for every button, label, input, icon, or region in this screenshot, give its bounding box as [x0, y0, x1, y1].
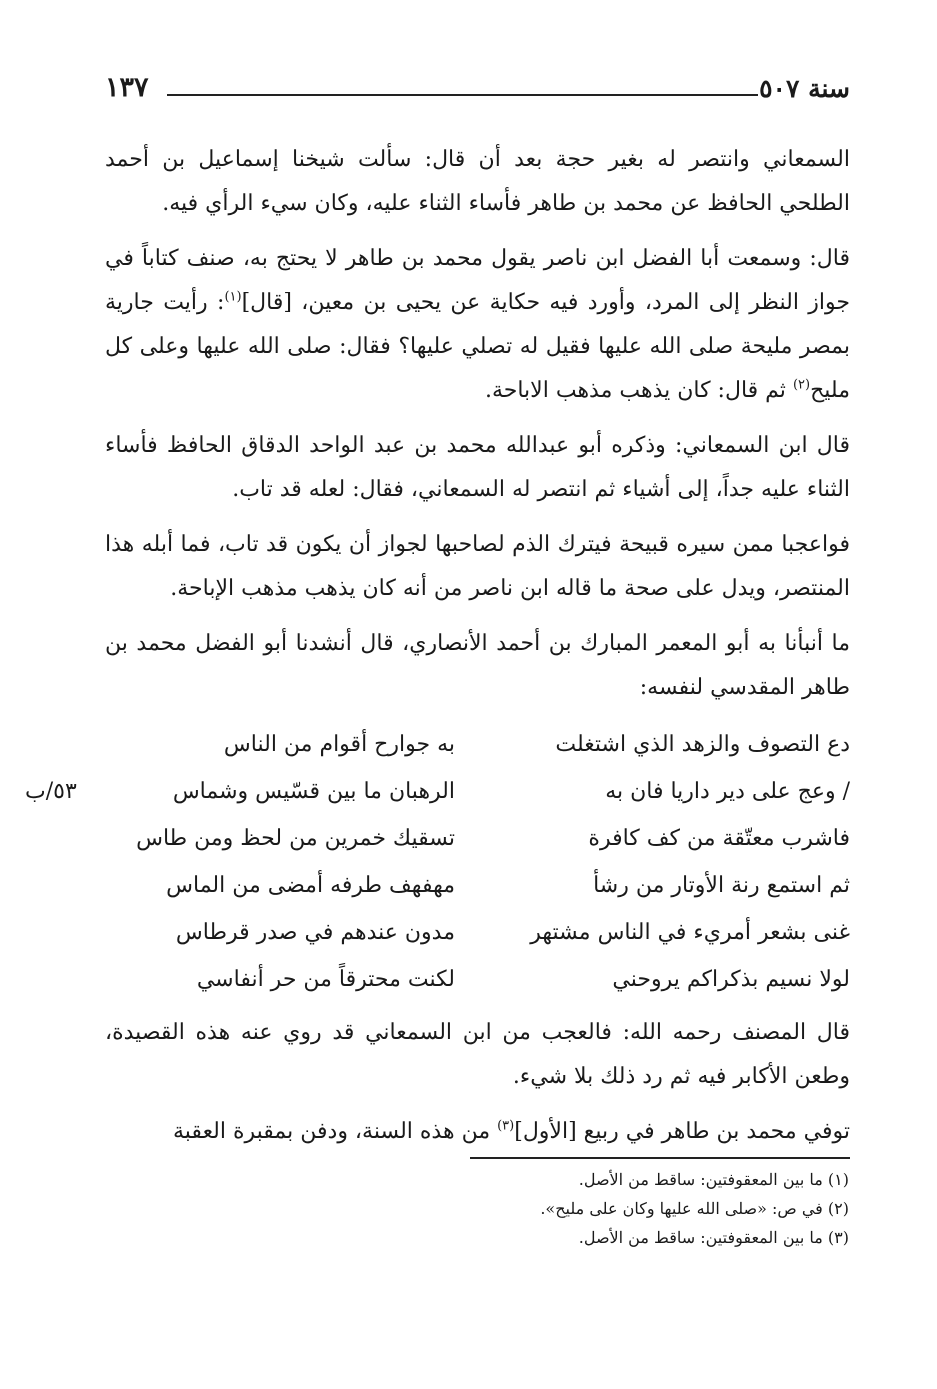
verse-second-hemistich: تسقيك خمرين من لحظ ومن طاس [136, 826, 455, 851]
paragraph: قال ابن السمعاني: وذكره أبو عبدالله محمد بن عبد الواحد الدقاق الحافظ فأساء الثناء عليه جداً، إلى أشياء ثم انتصر له السمعاني، فقال: لعله قد تاب. [105, 433, 850, 502]
verse-second-hemistich: الرهبان ما بين قسّيس وشماس [172, 779, 455, 804]
poem-verse [105, 721, 850, 768]
poem [25, 721, 850, 1003]
paragraph: قال المصنف رحمه الله: فالعجب من ابن السمعاني قد روي عنه هذه القصيدة، وطعن الأكابر فيه ثم رد ذلك بلا شيء. [105, 1020, 850, 1089]
running-head-year: سنة ٥٠٧ [759, 74, 850, 103]
paragraph: قال: وسمعت أبا الفضل ابن ناصر يقول محمد بن طاهر لا يحتج به، صنف كتاباً في جواز النظر إلى المرد، وأورد فيه حكاية عن يحيى بن معين، [قال]$^{(١)}$: رأيت جارية بمصر مليحة صلى الله عليها فقيل له تصلي عليها؟ فقال: صلى الله عليها وعلى كل مليح$^{(٢)}$ ثم قال: كان يذهب مذهب الاباحة. [105, 246, 850, 403]
footnote: (٣) ما بين المعقوفتين: ساقط من الأصل. [578, 1228, 849, 1247]
paragraph: السمعاني وانتصر له بغير حجة بعد أن قال: سألت شيخنا إسماعيل بن أحمد الطلحي الحافظ عن محمد بن طاهر فأساء الثناء عليه، وكان سيء الرأي فيه. [105, 147, 850, 216]
footnotes [104, 1165, 849, 1252]
verse-first-hemistich: فاشرب معتّقة من كف كافرة [588, 826, 850, 851]
paragraph: ما أنبأنا به أبو المعمر المبارك بن أحمد الأنصاري، قال أنشدنا أبو الفضل محمد بن طاهر المقدسي لنفسه: [105, 631, 850, 700]
poem-verse [105, 768, 850, 815]
footnote: (٢) في ص: «صلى الله عليها وكان على مليح». [540, 1199, 849, 1218]
poem-verse [105, 956, 850, 1003]
footnote: (١) ما بين المعقوفتين: ساقط من الأصل. [578, 1170, 849, 1189]
verse-first-hemistich: غنى بشعر أمريء في الناس مشتهر [530, 920, 850, 945]
poem-verse [105, 909, 850, 956]
main-text [25, 138, 850, 1165]
verse-second-hemistich: لكنت محترقاً من حر أنفاسي [196, 967, 455, 992]
verse-second-hemistich: مهفهف طرفه أمضى من الماس [166, 873, 455, 898]
page-header [105, 70, 850, 114]
footnote-rule [470, 1157, 850, 1159]
verse-first-hemistich: ثم استمع رنة الأوتار من رشأ [593, 873, 850, 898]
verse-first-hemistich: لولا نسيم بذكراكم يروحني [612, 967, 850, 992]
verse-second-hemistich: به جوارح أقوام من الناس [223, 732, 455, 757]
page-number: ١٣٧ [105, 72, 149, 103]
manuscript-folio-note: ٥٣/ب [25, 779, 77, 804]
verse-second-hemistich: مدون عندهم في صدر قرطاس [175, 920, 455, 945]
paragraph: توفي محمد بن طاهر في ربيع [الأول]$^{(٣)}$ من هذه السنة، ودفن بمقبرة العقبة [173, 1118, 850, 1144]
verse-first-hemistich: / وعج على دير داريا فان به [605, 779, 850, 804]
header-rule [167, 94, 758, 96]
paragraph: فواعجبا ممن سيره قبيحة فيترك الذم لصاحبها لجواز أن يكون قد تاب، فما أبله هذا المنتصر، ويدل على صحة ما قاله ابن ناصر من أنه كان يذهب مذهب الإباحة. [105, 532, 850, 601]
poem-verse [105, 862, 850, 909]
verse-first-hemistich: دع التصوف والزهد الذي اشتغلت [555, 732, 850, 757]
poem-verse [105, 815, 850, 862]
